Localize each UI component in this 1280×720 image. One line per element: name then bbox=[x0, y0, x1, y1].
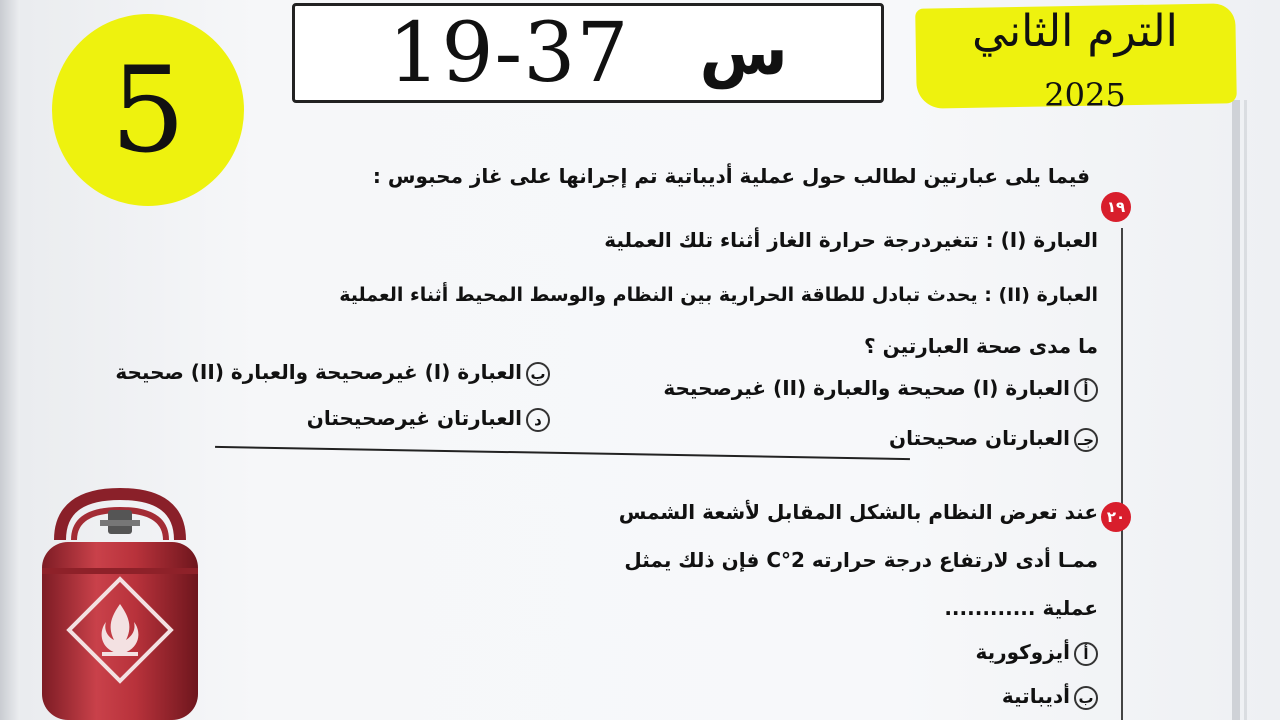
q20-option-b-text: أديباتية bbox=[1001, 684, 1070, 708]
question-19-statement-1: العبارة (I) : تتغيردرجة حرارة الغاز أثناء تلك العملية bbox=[604, 228, 1098, 252]
lesson-number-badge bbox=[52, 14, 244, 206]
question-19-option-d bbox=[307, 406, 550, 432]
question-19-statement-2: العبارة (II) : يحدث تبادل للطاقة الحرارية بين النظام والوسط المحيط أثناء العملية bbox=[339, 284, 1098, 306]
option-b-badge: ب bbox=[526, 362, 550, 386]
term-year: 2025 bbox=[1044, 76, 1126, 114]
question-letter: س bbox=[699, 16, 788, 90]
question-20-line-1: عند تعرض النظام بالشكل المقابل لأشعة الشمس bbox=[618, 500, 1098, 524]
q20-option-b-badge: ب bbox=[1074, 686, 1098, 710]
page-edge-right-inner bbox=[1244, 100, 1247, 720]
question-19-option-c bbox=[889, 426, 1098, 452]
question-19-stem: فيما يلى عبارتين لطالب حول عملية أديباتية تم إجرانها على غاز محبوس : bbox=[372, 164, 1090, 188]
option-d-text: العبارتان غيرصحيحتان bbox=[306, 406, 522, 430]
question-20-number: ٢٠ bbox=[1101, 502, 1131, 532]
question-19-question: ما مدى صحة العبارتين ؟ bbox=[864, 334, 1098, 358]
q20-option-a-badge: أ bbox=[1074, 642, 1098, 666]
option-b-text: العبارة (I) غيرصحيحة والعبارة (II) صحيحة bbox=[115, 360, 522, 384]
question-range: 19-37 bbox=[388, 5, 630, 101]
q20-option-a-text: أيزوكورية bbox=[975, 640, 1070, 664]
question-19-number: ١٩ bbox=[1101, 192, 1131, 222]
question-19-option-b bbox=[115, 360, 550, 386]
option-a-badge: أ bbox=[1074, 378, 1098, 402]
option-c-badge: جـ bbox=[1074, 428, 1098, 452]
question-20-option-b bbox=[1002, 684, 1098, 710]
gas-cylinder-icon bbox=[30, 480, 210, 720]
page-edge-left bbox=[0, 0, 20, 720]
lesson-number: 5 bbox=[110, 41, 186, 179]
option-c-text: العبارتان صحيحتان bbox=[889, 426, 1070, 450]
question-range-box bbox=[292, 3, 884, 103]
page-edge-right bbox=[1232, 100, 1240, 720]
question-20-option-a bbox=[975, 640, 1098, 666]
question-20-line-2: ممـا أدى لارتفاع درجة حرارته 2°C فإن ذلك يمثل bbox=[624, 548, 1098, 572]
margin-line bbox=[1121, 228, 1123, 720]
question-20-line-3: عملية ............ bbox=[944, 596, 1098, 620]
term-title: الترم الثاني bbox=[972, 6, 1178, 57]
option-a-text: العبارة (I) صحيحة والعبارة (II) غيرصحيحة bbox=[663, 376, 1070, 400]
option-d-badge: د bbox=[526, 408, 550, 432]
question-19-option-a bbox=[663, 376, 1098, 402]
